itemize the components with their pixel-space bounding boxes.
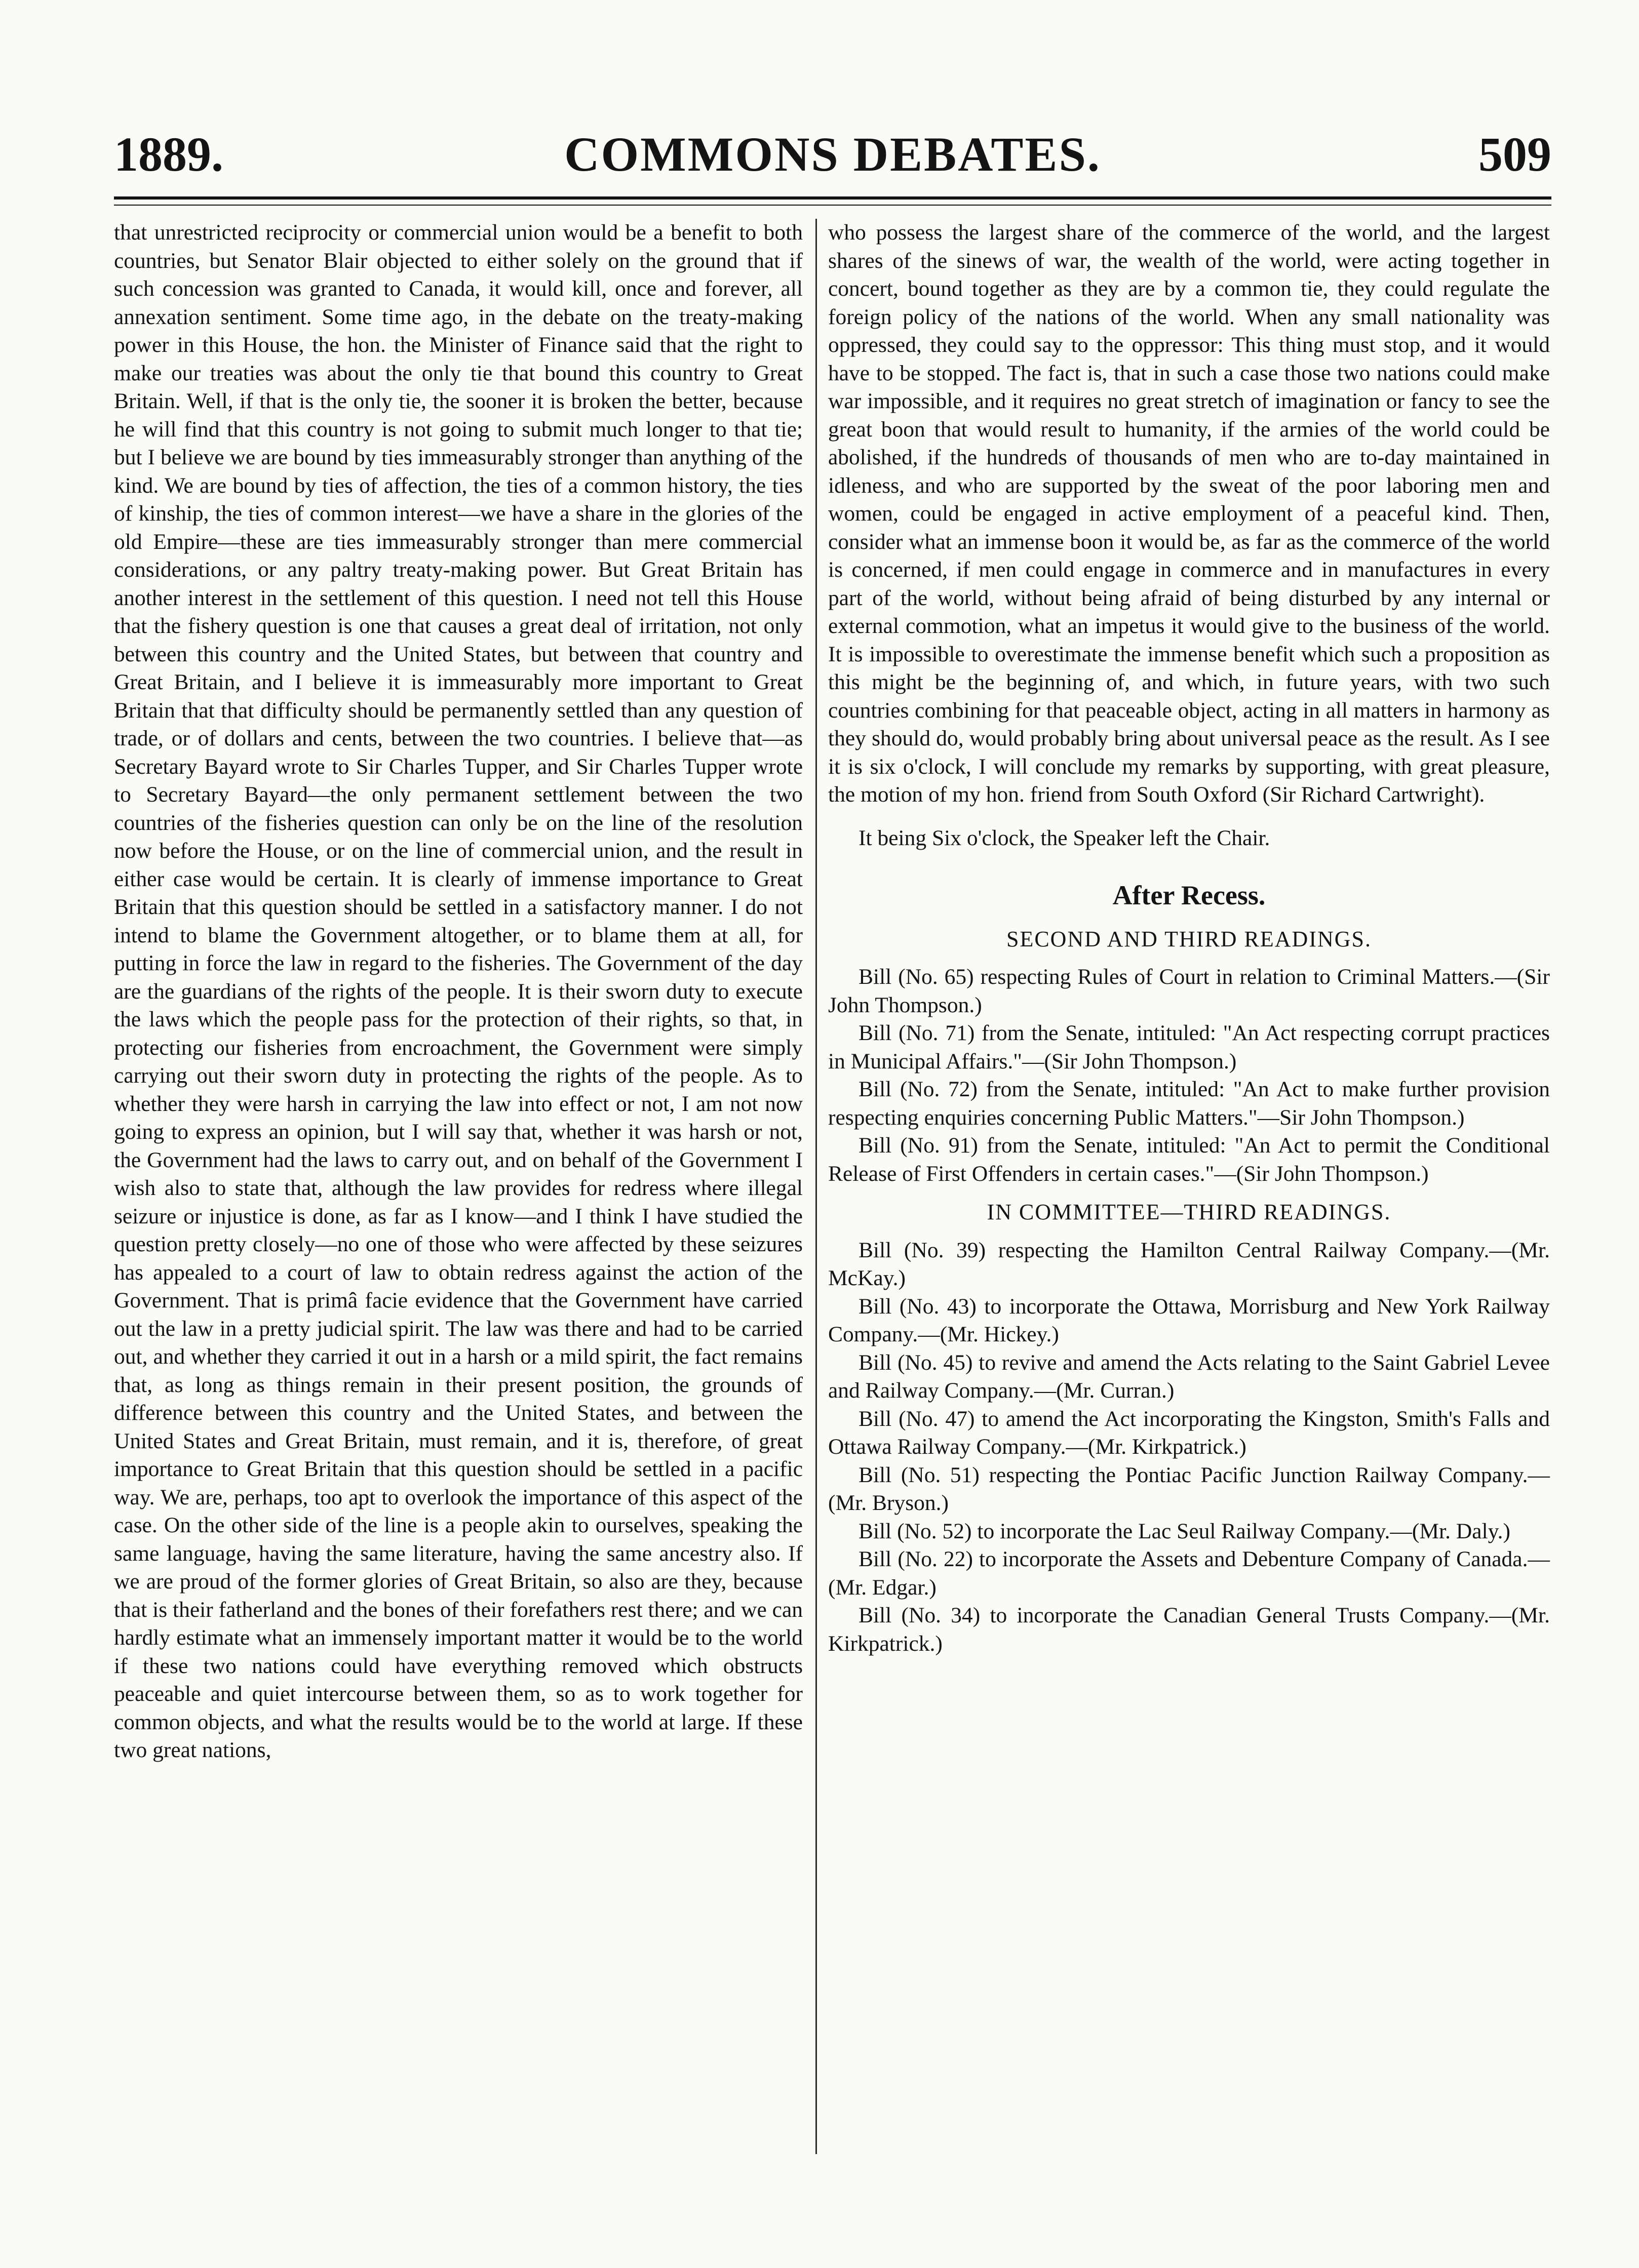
bill-entry: Bill (No. 52) to incorporate the Lac Seul Railway Company.—(Mr. Daly.) xyxy=(858,1519,1510,1543)
bill-entry: Bill (No. 43) to incorporate the Ottawa, Morrisburg and New York Railway Company.—(Mr. Hickey.) xyxy=(828,1294,1550,1346)
header-page-number: 509 xyxy=(1478,127,1551,181)
bill-entry: Bill (No. 71) from the Senate, intituled: "An Act respecting corrupt practices in Municipal Affairs."—(Sir John Thompson.) xyxy=(828,1021,1550,1073)
bill-entry: Bill (No. 45) to revive and amend the Acts relating to the Saint Gabriel Levee and Railway Company.—(Mr. Curran.) xyxy=(828,1350,1550,1403)
header-rule-thick xyxy=(114,196,1551,200)
bill-entry: Bill (No. 51) respecting the Pontiac Pacific Junction Railway Company.—(Mr. Bryson.) xyxy=(828,1462,1550,1515)
left-column xyxy=(114,219,803,1765)
header-rule-thin xyxy=(114,205,1551,206)
bill-entry: Bill (No. 22) to incorporate the Assets and Debenture Company of Canada.—(Mr. Edgar.) xyxy=(828,1547,1550,1600)
page-header xyxy=(114,124,1551,185)
second-third-readings-heading: SECOND AND THIRD READINGS. xyxy=(1006,926,1372,951)
six-oclock-note: It being Six o'clock, the Speaker left the Chair. xyxy=(858,825,1270,850)
column-divider xyxy=(815,219,817,2154)
header-title: COMMONS DEBATES. xyxy=(564,127,1101,181)
bill-entry: Bill (No. 91) from the Senate, intituled: "An Act to permit the Conditional Release of First Offenders in certain cases."—(Sir John Thompson.) xyxy=(828,1133,1550,1186)
bill-entry: Bill (No. 34) to incorporate the Canadian General Trusts Company.—(Mr. Kirkpatrick.) xyxy=(828,1603,1550,1656)
left-column-text: that unrestricted reciprocity or commercial union would be a benefit to both countries, but Senator Blair objected to either solely on the ground that if such concession was granted to Canada, it would kill, once and forever, all annexation sentiment. Some time ago, in the debate on the treaty-making power in this House, the hon. the Minister of Finance said that the right to make our treaties was about the only tie that bound this country to Great Britain. Well, if that is the only tie, the sooner it is broken the better, because he will find that this country is not going to submit much longer to that tie; but I believe we are bound by ties immeasurably stronger than anything of the kind. We are bound by ties of affection, the ties of a common history, the ties of kinship, the ties of common interest—we have a share in the glories of the old Empire—these are ties immeasurably stronger than mere commercial considerations, or any paltry treaty-making power. But Great Britain has another interest in the settlement of this question. I need not tell this House that the fishery question is one that causes a great deal of irritation, not only between this country and the United States, but between that country and Great Britain, and I believe it is immeasurably more important to Great Britain that that difficulty should be permanently settled than any question of trade, or of dollars and cents, between the two countries. I believe that—as Secretary Bayard wrote to Sir Charles Tupper, and Sir Charles Tupper wrote to Secretary Bayard—the only permanent settlement between the two countries of the fisheries question can only be on the line of the resolution now before the House, or on the line of commercial union, and the result in either case would be certain. It is clearly of immense importance to Great Britain that this question should be settled in a satisfactory manner. I do not intend to blame the Government altogether, or to blame them at all, for putting in force the law in regard to the fisheries. The Government of the day are the guardians of the rights of the people. It is their sworn duty to execute the laws which the people pass for the protection of their rights, so that, in protecting our fisheries from encroachment, the Government were simply carrying out their sworn duty in protecting the rights of the people. As to whether they were harsh in carrying the law into effect or not, I am not now going to express an opinion, but I will say that, whether it was harsh or not, the Government had the laws to carry out, and on behalf of the Government I wish also to state that, although the law provides for redress where illegal seizure or injustice is done, as far as I know—and I think I have studied the question pretty closely—no one of those who were affected by these seizures has appealed to a court of law to obtain redress against the action of the Government. That is primâ facie evidence that the Government have carried out the law in a pretty judicial spirit. The law was there and had to be carried out, and whether they carried it out in a harsh or a mild spirit, the fact remains that, as long as things remain in their present position, the grounds of difference between this country and the United States, and between the United States and Great Britain, must remain, and it is, therefore, of great importance to Great Britain that this question should be settled in a pacific way. We are, perhaps, too apt to overlook the importance of this aspect of the case. On the other side of the line is a people akin to ourselves, speaking the same language, having the same literature, having the same ancestry also. If we are proud of the former glories of Great Britain, so also are they, because that is their fatherland and the bones of their forefathers rest there; and we can hardly estimate what an immensely important matter it would be to the world if these two nations could have everything removed which obstructs peaceable and quiet intercourse between them, so as to work together for common objects, and what the results would be to the world at large. If these two great nations, xyxy=(114,220,803,1762)
after-recess-heading: After Recess. xyxy=(1112,880,1266,910)
bill-entry: Bill (No. 47) to amend the Act incorporating the Kingston, Smith's Falls and Ottawa Railway Company.—(Mr. Kirkpatrick.) xyxy=(828,1406,1550,1459)
right-column xyxy=(828,219,1550,1658)
bill-entry: Bill (No. 72) from the Senate, intituled: "An Act to make further provision respecting enquiries concerning Public Matters."—Sir John Thompson.) xyxy=(828,1077,1550,1130)
bill-entry: Bill (No. 39) respecting the Hamilton Central Railway Company.—(Mr. McKay.) xyxy=(828,1238,1550,1290)
committee-third-readings-heading: IN COMMITTEE—THIRD READINGS. xyxy=(987,1200,1391,1224)
header-year: 1889. xyxy=(114,127,223,181)
bill-entry: Bill (No. 65) respecting Rules of Court in relation to Criminal Matters.—(Sir John Thompson.) xyxy=(828,965,1550,1017)
right-column-opening: who possess the largest share of the commerce of the world, and the largest shares of the sinews of war, the wealth of the world, were acting together in concert, bound together as they are by a common tie, they could regulate the foreign policy of the nations of the world. When any small nationality was oppressed, they could say to the oppressor: This thing must stop, and it would have to be stopped. The fact is, that in such a case those two nations could make war impossible, and it requires no great stretch of imagination or fancy to see the great boon that would result to humanity, if the armies of the world could be abolished, if the hundreds of thousands of men who are to-day maintained in idleness, and who are supported by the sweat of the poor laboring men and women, could be engaged in active employment of a peaceful kind. Then, consider what an immense boon it would be, as far as the commerce of the world is concerned, if men could engage in commerce and in manufactures in every part of the world, without being afraid of being disturbed by any internal or external commotion, what an impetus it would give to the business of the world. It is impossible to overestimate the immense benefit which such a proposition as this might be the beginning of, and which, in future years, with two such countries combining for that peaceable object, acting in all matters in harmony as they should do, would probably bring about universal peace as the result. As I see it is six o'clock, I will conclude my remarks by supporting, with great pleasure, the motion of my hon. friend from South Oxford (Sir Richard Cartwright). xyxy=(828,220,1550,807)
